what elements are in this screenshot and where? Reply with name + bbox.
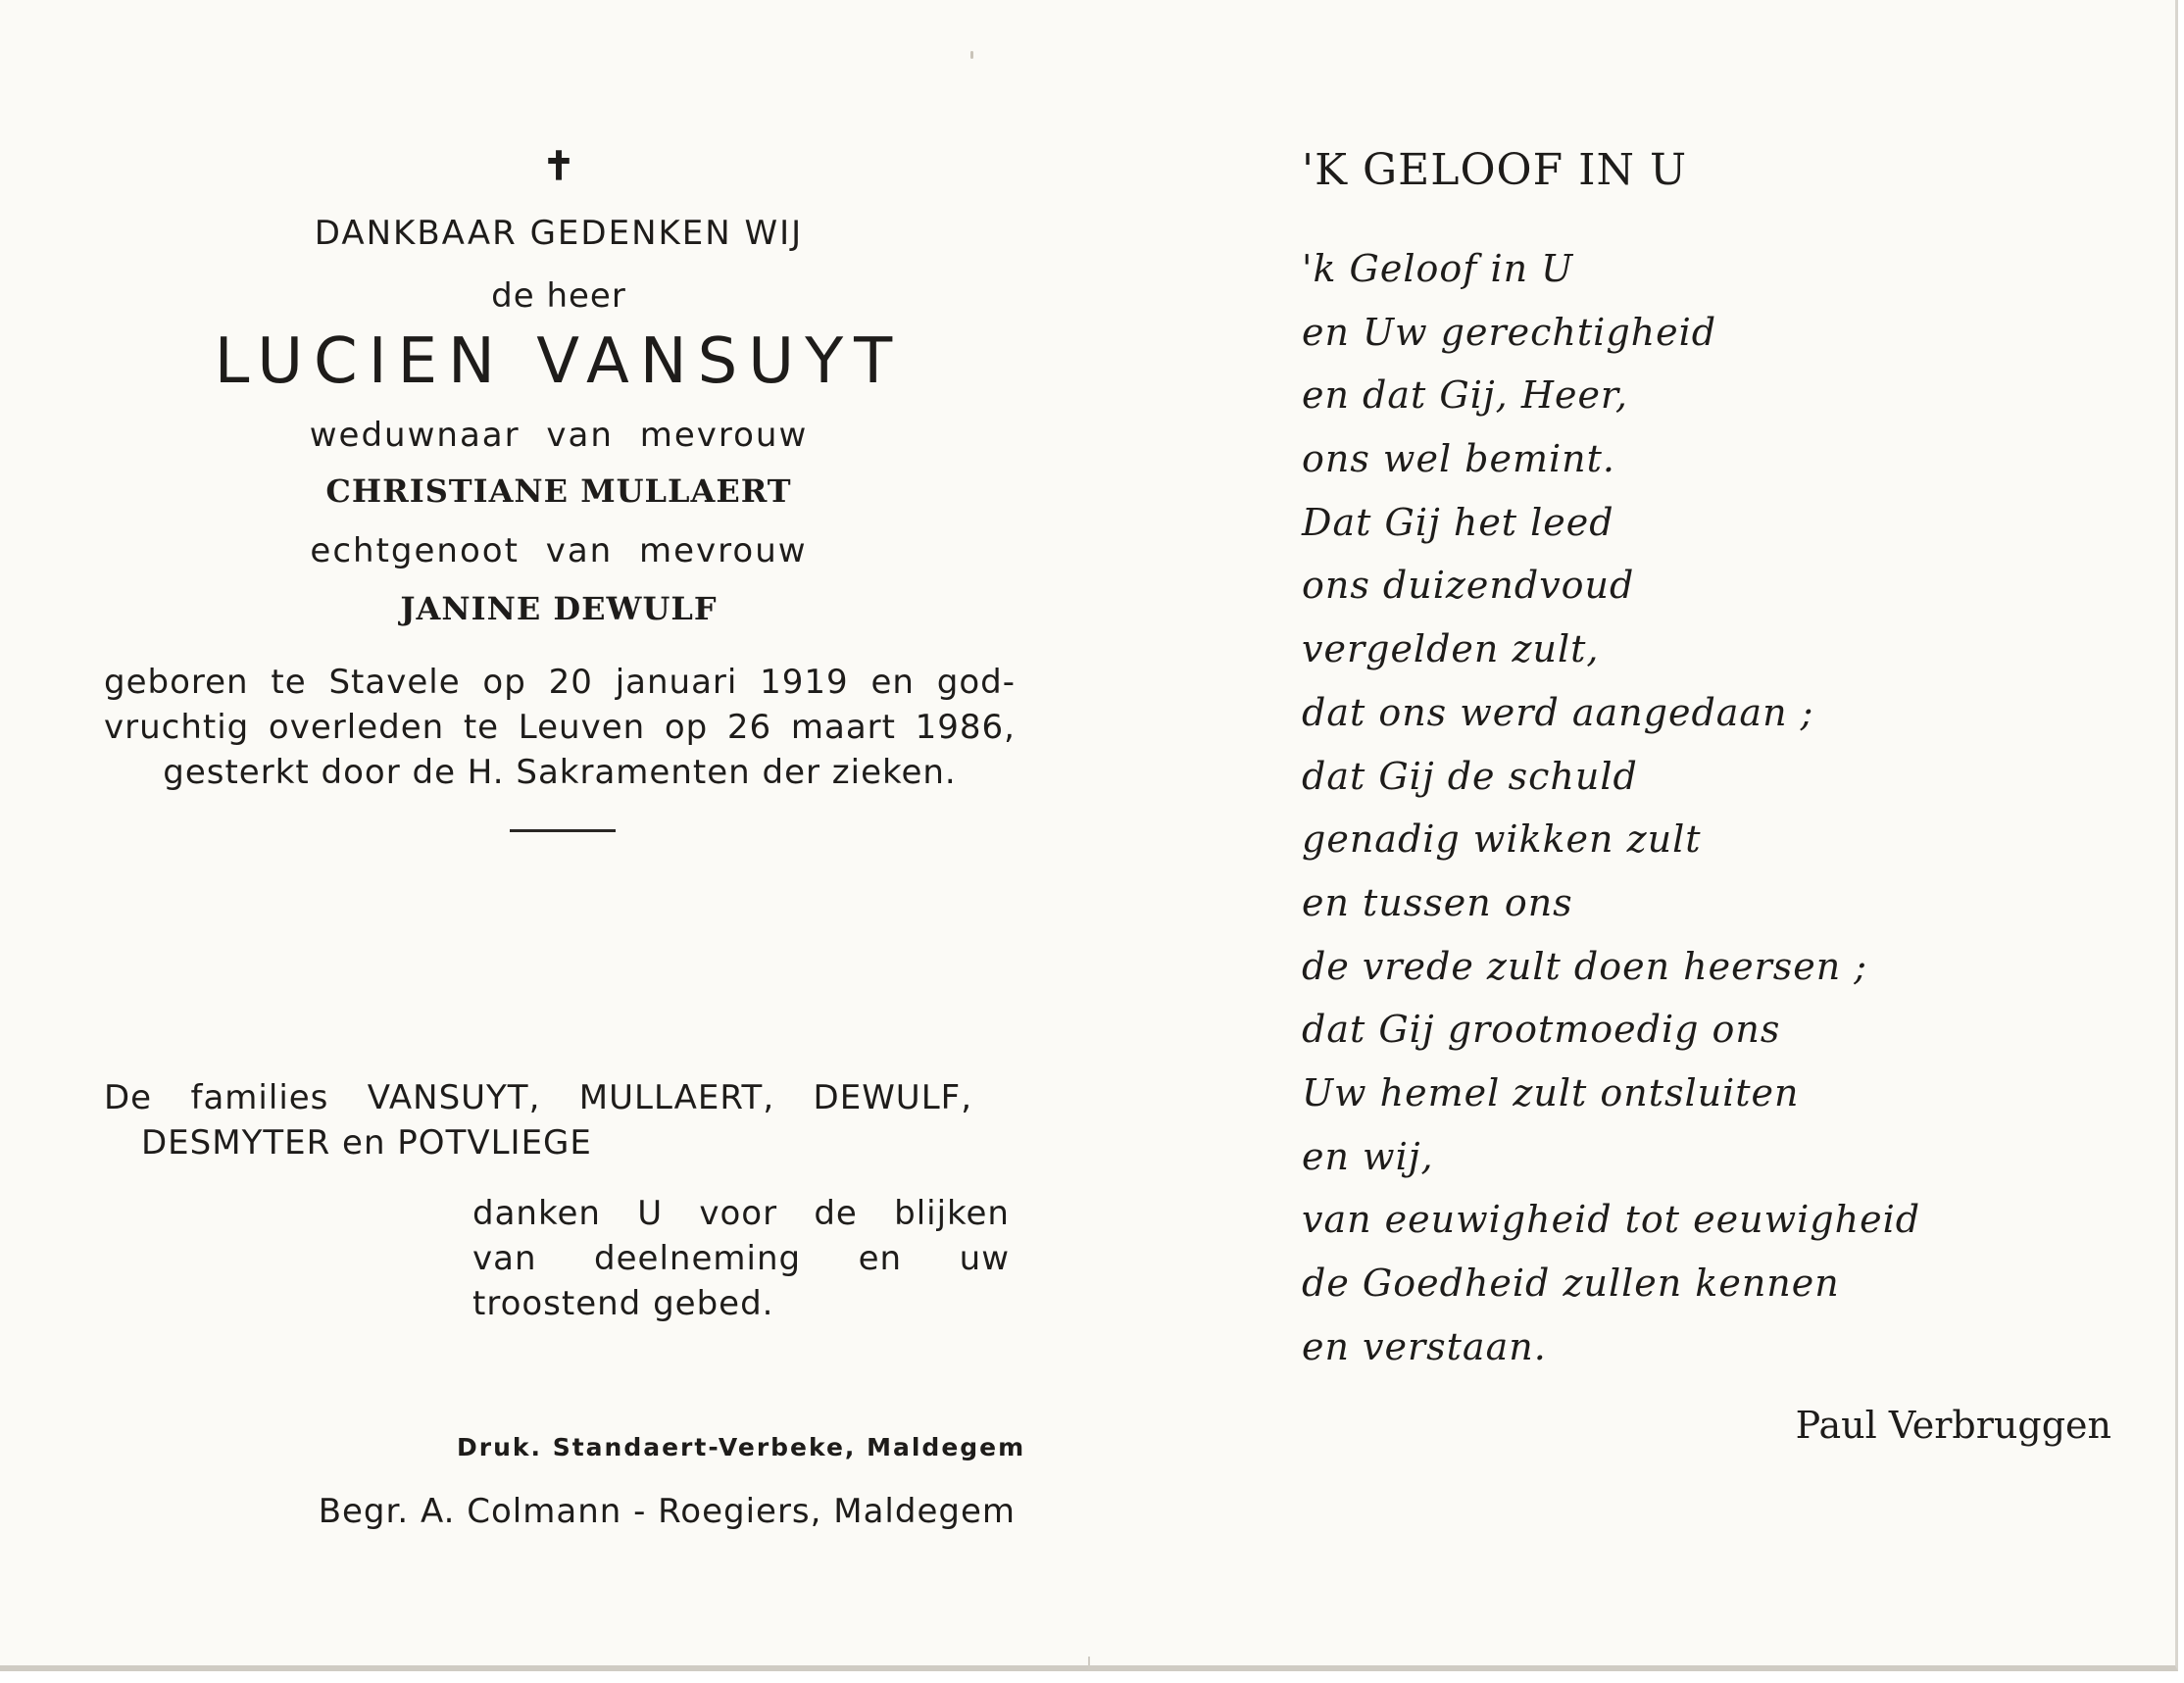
deceased-name: LUCIEN VANSUYT xyxy=(214,325,904,398)
poem-line: ons wel bemint. xyxy=(1302,437,1616,481)
poem-line: dat Gij de schuld xyxy=(1302,754,1638,798)
left-panel xyxy=(0,0,1088,1671)
poem-line: en dat Gij, Heer, xyxy=(1302,373,1629,418)
honorific: de heer xyxy=(491,276,626,316)
poem-line: genadig wikken zult xyxy=(1302,817,1702,862)
thanks-line-2: van deelneming en uw xyxy=(472,1239,1010,1278)
divider xyxy=(510,829,616,832)
poem-line: en wij, xyxy=(1302,1134,1434,1178)
poem-author: Paul Verbruggen xyxy=(1795,1404,2111,1447)
families-line-2: DESMYTER en POTVLIEGE xyxy=(141,1123,592,1163)
spouse-line: echtgenoot van mevrouw xyxy=(310,531,808,570)
poem-title: 'K GELOOF IN U xyxy=(1302,145,1688,195)
bio-line-3: gesterkt door de H. Sakramenten der zieken. xyxy=(163,753,957,792)
bio-line-1: geboren te Stavele op 20 januari 1919 en god- xyxy=(104,663,1016,702)
poem-line: Uw hemel zult ontsluiten xyxy=(1302,1070,1800,1114)
poem-line: de vrede zult doen heersen ; xyxy=(1302,944,1868,988)
first-wife-name: CHRISTIANE MULLAERT xyxy=(325,472,792,510)
undertaker-credit: Begr. A. Colmann - Roegiers, Maldegem xyxy=(318,1492,1016,1531)
poem xyxy=(1302,247,1920,1388)
poem-line: Dat Gij het leed xyxy=(1302,500,1614,544)
cross-icon: ✝ xyxy=(542,143,575,189)
poem-line: dat ons werd aangedaan ; xyxy=(1302,690,1814,734)
poem-line: van eeuwigheid tot eeuwigheid xyxy=(1302,1198,1921,1242)
poem-line: en Uw gerechtigheid xyxy=(1302,310,1717,354)
fold-mark xyxy=(1088,1657,1090,1670)
poem-line: dat Gij grootmoedig ons xyxy=(1302,1008,1781,1052)
right-panel xyxy=(1088,0,2178,1671)
printer-credit: Druk. Standaert-Verbeke, Maldegem xyxy=(457,1433,1026,1461)
poem-line: en verstaan. xyxy=(1302,1324,1547,1368)
intro-text: DANKBAAR GEDENKEN WIJ xyxy=(314,214,804,253)
families-line-1: De families VANSUYT, MULLAERT, DEWULF, xyxy=(104,1078,972,1117)
thanks-line-3: troostend gebed. xyxy=(472,1284,774,1323)
poem-line: en tussen ons xyxy=(1302,880,1573,924)
bio-line-2: vruchtig overleden te Leuven op 26 maart 1986, xyxy=(104,708,1016,747)
poem-line: de Goedheid zullen kennen xyxy=(1302,1262,1840,1305)
thanks-line-1: danken U voor de blijken xyxy=(472,1194,1010,1233)
poem-line: 'k Geloof in U xyxy=(1302,247,1574,290)
widower-line: weduwnaar van mevrouw xyxy=(309,416,809,455)
poem-line: ons duizendvoud xyxy=(1302,564,1635,608)
poem-line: vergelden zult, xyxy=(1302,627,1600,671)
second-wife-name: JANINE DEWULF xyxy=(400,590,718,627)
